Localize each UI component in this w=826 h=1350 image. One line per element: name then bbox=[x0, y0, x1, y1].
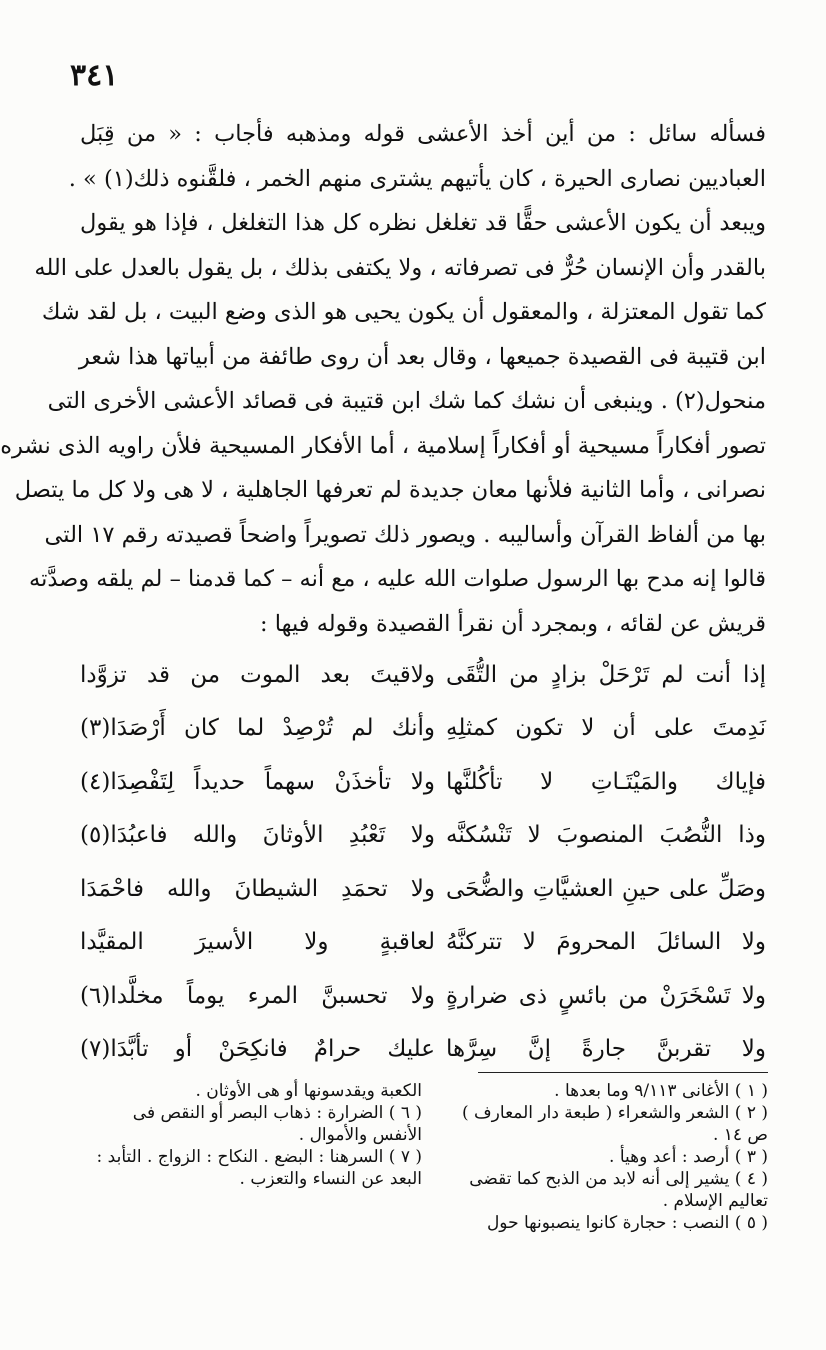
footnote-text: الكعبة ويقدسونها أو هى الأوثان . bbox=[195, 1081, 422, 1101]
footnote-divider bbox=[478, 1072, 768, 1073]
footnote bbox=[92, 1080, 422, 1102]
prose-line: كما تقول المعتزلة ، والمعقول أن يكون يحيى هو الذى وضع البيت ، بل لقد شك bbox=[41, 299, 766, 325]
prose-line: منحول(٢) . وينبغى أن نشك كما شك ابن قتيبة فى قصائد الأعشى الأخرى التى bbox=[47, 388, 766, 414]
verse-second-hemistich: لعاقبةٍ ولا الأسيرَ المقيَّدا bbox=[80, 929, 435, 956]
footnote bbox=[92, 1146, 422, 1190]
verse bbox=[80, 809, 766, 863]
prose-line: قريش عن لقائه ، وبمجرد أن نقرأ القصيدة وقوله فيها : bbox=[260, 610, 766, 637]
footnote-text: الشعر والشعراء ( طبعة دار المعارف ) ص ١٤ . bbox=[462, 1103, 768, 1145]
footnote-number: ( ٤ ) bbox=[734, 1169, 768, 1189]
footnotes-column-left bbox=[92, 1080, 422, 1190]
verse bbox=[80, 1023, 766, 1077]
prose-line: تصور أفكاراً مسيحية أو أفكاراً إسلامية ، أما الأفكار المسيحية فلأن راويه الذى نشره bbox=[0, 432, 766, 459]
prose-line: العباديين نصارى الحيرة ، كان يأتيهم يشترى منهم الخمر ، فلقَّنوه ذلك(١) » . bbox=[68, 165, 766, 192]
footnote bbox=[440, 1146, 768, 1168]
verse-first-hemistich: ولا تَسْخَرَنْ من بائسٍ ذى ضرارةٍ bbox=[446, 982, 766, 1009]
poem bbox=[80, 648, 766, 1076]
footnote-number: ( ٣ ) bbox=[734, 1147, 768, 1167]
footnote-number: ( ٢ ) bbox=[734, 1103, 768, 1123]
prose-line: بالقدر وأن الإنسان حُرٌّ فى تصرفاته ، ولا يكتفى بذلك ، بل يقول بالعدل على الله bbox=[34, 254, 766, 281]
footnote-text: النصب : حجارة كانوا ينصبونها حول bbox=[486, 1213, 730, 1233]
footnote bbox=[440, 1102, 768, 1146]
footnote-number: ( ٥ ) bbox=[734, 1213, 768, 1233]
footnote-text: الأغانى ٩/١١٣ وما بعدها . bbox=[554, 1081, 730, 1101]
prose-line: نصرانى ، وأما الثانية فلأنها معان جديدة لم تعرفها الجاهلية ، لا هى ولا كل ما يتصل bbox=[14, 477, 766, 503]
verse-second-hemistich: ولاقيتَ بعد الموت من قد تزوَّدا bbox=[80, 661, 435, 688]
prose-line: ابن قتيبة فى القصيدة جميعها ، وقال بعد أن روى طائفة من أبياتها هذا شعر bbox=[78, 343, 766, 370]
verse-first-hemistich: نَدِمتَ على أن لا تكون كمثلِهِ bbox=[446, 715, 766, 742]
verse-first-hemistich: ولا السائلَ المحرومَ لا تتركنَّهُ bbox=[446, 929, 766, 956]
verse bbox=[80, 916, 766, 970]
footnote-number: ( ٧ ) bbox=[388, 1147, 422, 1167]
footnote bbox=[92, 1102, 422, 1146]
footnote-number: ( ١ ) bbox=[734, 1081, 768, 1101]
footnote-text: أرصد : أعد وهيأ . bbox=[609, 1147, 730, 1167]
footnotes-column-right bbox=[440, 1080, 768, 1234]
footnote-text: يشير إلى أنه لابد من الذبح كما تقضى تعاليم الإسلام . bbox=[469, 1169, 768, 1211]
verse-first-hemistich: ولا تقربنَّ جارةً إنَّ سِرَّها bbox=[446, 1036, 766, 1063]
footnote-text: السرهنا : البضع . النكاح : الزواج . التأبد : البعد عن النساء والتعزب . bbox=[96, 1147, 422, 1189]
verse-second-hemistich: ولا تحسبنَّ المرء يوماً مخلَّدا(٦) bbox=[80, 982, 435, 1009]
footnote bbox=[440, 1080, 768, 1102]
prose-line: بها من ألفاظ القرآن وأساليبه . ويصور ذلك تصويراً واضحاً قصيدته رقم ١٧ التى bbox=[44, 521, 766, 548]
verse bbox=[80, 702, 766, 756]
verse bbox=[80, 862, 766, 916]
verse-second-hemistich: وأنك لم تُرْصِدْ لما كان أَرْصَدَا(٣) bbox=[80, 715, 435, 742]
prose-line: قالوا إنه مدح بها الرسول صلوات الله عليه ، مع أنه – كما قدمنا – لم يلقه وصدَّته bbox=[29, 566, 766, 592]
verse bbox=[80, 648, 766, 702]
verse-first-hemistich: وذا النُّصُبَ المنصوبَ لا تَنْسُكنَّه bbox=[446, 822, 766, 849]
verse bbox=[80, 969, 766, 1023]
verse-first-hemistich: إذا أنت لم تَرْحَلْ بزادٍ من التُّقَى bbox=[446, 661, 766, 688]
footnote bbox=[440, 1212, 768, 1234]
verse-second-hemistich: عليك حرامٌ فانكِحَنْ أو تأبَّدَا(٧) bbox=[80, 1036, 435, 1063]
verse-second-hemistich: ولا تأخذَنْ سهماً حديداً لِتَفْصِدَا(٤) bbox=[80, 768, 435, 795]
prose-line: ويبعد أن يكون الأعشى حقًّا قد تغلغل نظره كل هذا التغلغل ، فإذا هو يقول bbox=[80, 210, 766, 236]
body-text bbox=[0, 112, 766, 646]
footnote-text: الضرارة : ذهاب البصر أو النقص فى الأنفس والأموال . bbox=[132, 1103, 422, 1145]
verse-second-hemistich: ولا تحمَدِ الشيطانَ والله فاحْمَدَا bbox=[80, 875, 435, 902]
verse bbox=[80, 755, 766, 809]
prose-line: فسأله سائل : من أين أخذ الأعشى قوله ومذهبه فأجاب : « من قِبَل bbox=[80, 121, 766, 147]
verse-first-hemistich: وصَلِّ على حينِ العشيَّاتِ والضُّحَى bbox=[446, 875, 766, 902]
footnote bbox=[440, 1168, 768, 1212]
footnote-number: ( ٦ ) bbox=[388, 1103, 422, 1123]
verse-second-hemistich: ولا تَعْبُدِ الأوثانَ والله فاعبُدَا(٥) bbox=[80, 822, 435, 849]
page-number: ٣٤١ bbox=[70, 58, 119, 93]
verse-first-hemistich: فإياك والمَيْتَـاتِ لا تأكُلنَّها bbox=[446, 768, 766, 795]
